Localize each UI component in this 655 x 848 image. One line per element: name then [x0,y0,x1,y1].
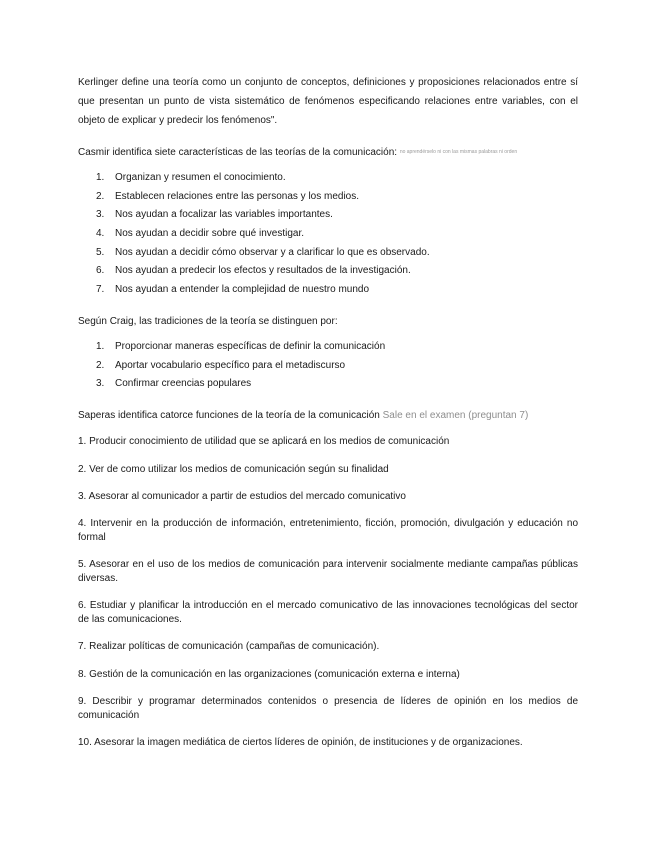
casmir-list [78,169,578,300]
list-text: Establecen relaciones entre las personas y los medios. [115,190,360,202]
list-number: 3. [96,378,105,390]
list-item [78,357,578,376]
saperas-note: Sale en el examen (preguntan 7) [382,410,529,421]
saperas-item: 3. Asesorar al comunicador a partir de estudios del mercado comunicativo [78,491,406,502]
list-text: Nos ayudan a decidir cómo observar y a clarificar lo que es observado. [115,246,430,258]
list-number: 1. [96,341,105,352]
craig-heading: Según Craig, las tradiciones de la teoría se distinguen por: [78,316,338,327]
intro-paragraph: Kerlinger define una teoría como un conjunto de conceptos, definiciones y proposiciones relacionados entre sí que presentan un punto de vista sistemático de fenómenos especificando relaciones entre variables, con el objeto de explicar y predecir los fenómenos". [78,77,578,126]
list-item [78,375,578,394]
list-item [78,225,578,244]
saperas-item: 5. Asesorar en el uso de los medios de comunicación para intervenir socialmente mediante campañas públicas diversas. [78,559,578,584]
saperas-item: 9. Describir y programar determinados contenidos o presencia de líderes de opinión en los medios de comunicación [78,696,578,721]
list-item [78,169,578,188]
list-item [78,244,578,263]
list-number: 5. [96,246,105,258]
list-item [78,262,578,281]
casmir-heading [78,143,578,162]
list-number: 7. [96,284,105,296]
saperas-item: 1. Producir conocimiento de utilidad que se aplicará en los medios de comunicación [78,436,450,447]
list-number: 4. [96,228,105,240]
list-item [78,281,578,300]
list-text: Confirmar creencias populares [115,378,252,390]
list-number: 1. [96,172,105,183]
list-text: Nos ayudan a entender la complejidad de nuestro mundo [115,284,370,296]
list-number: 3. [96,209,105,221]
saperas-heading [78,406,578,425]
list-text: Nos ayudan a predecir los efectos y resultados de la investigación. [115,265,411,277]
list-item [78,338,578,357]
list-text: Organizan y resumen el conocimiento. [115,172,286,183]
saperas-item: 6. Estudiar y planificar la introducción en el mercado comunicativo de las innovaciones tecnológicas del sector de las comunicaciones. [78,600,578,625]
list-item [78,206,578,225]
list-text: Nos ayudan a decidir sobre qué investigar. [115,228,305,240]
saperas-item: 8. Gestión de la comunicación en las organizaciones (comunicación externa e interna) [78,669,460,680]
list-text: Aportar vocabulario específico para el metadiscurso [115,359,346,371]
casmir-heading-text: Casmir identifica siete características de las teorías de la comunicación: [78,147,398,159]
list-number: 2. [96,359,105,371]
casmir-note: no aprendérselo ni con las mismas palabras ni orden [399,149,518,155]
saperas-item: 7. Realizar políticas de comunicación (campañas de comunicación). [78,641,380,652]
saperas-item: 2. Ver de como utilizar los medios de comunicación según su finalidad [78,464,389,475]
list-item [78,188,578,207]
list-number: 6. [96,265,105,277]
list-text: Proporcionar maneras específicas de definir la comunicación [115,341,386,352]
saperas-heading-text: Saperas identifica catorce funciones de la teoría de la comunicación [78,410,380,421]
craig-list [78,338,578,394]
saperas-item: 4. Intervenir en la producción de información, entretenimiento, ficción, promoción, divulgación y educación no formal [78,518,578,543]
saperas-item: 10. Asesorar la imagen mediática de ciertos líderes de opinión, de instituciones y de organizaciones. [78,737,523,748]
list-text: Nos ayudan a focalizar las variables importantes. [115,209,333,221]
list-number: 2. [96,190,105,202]
